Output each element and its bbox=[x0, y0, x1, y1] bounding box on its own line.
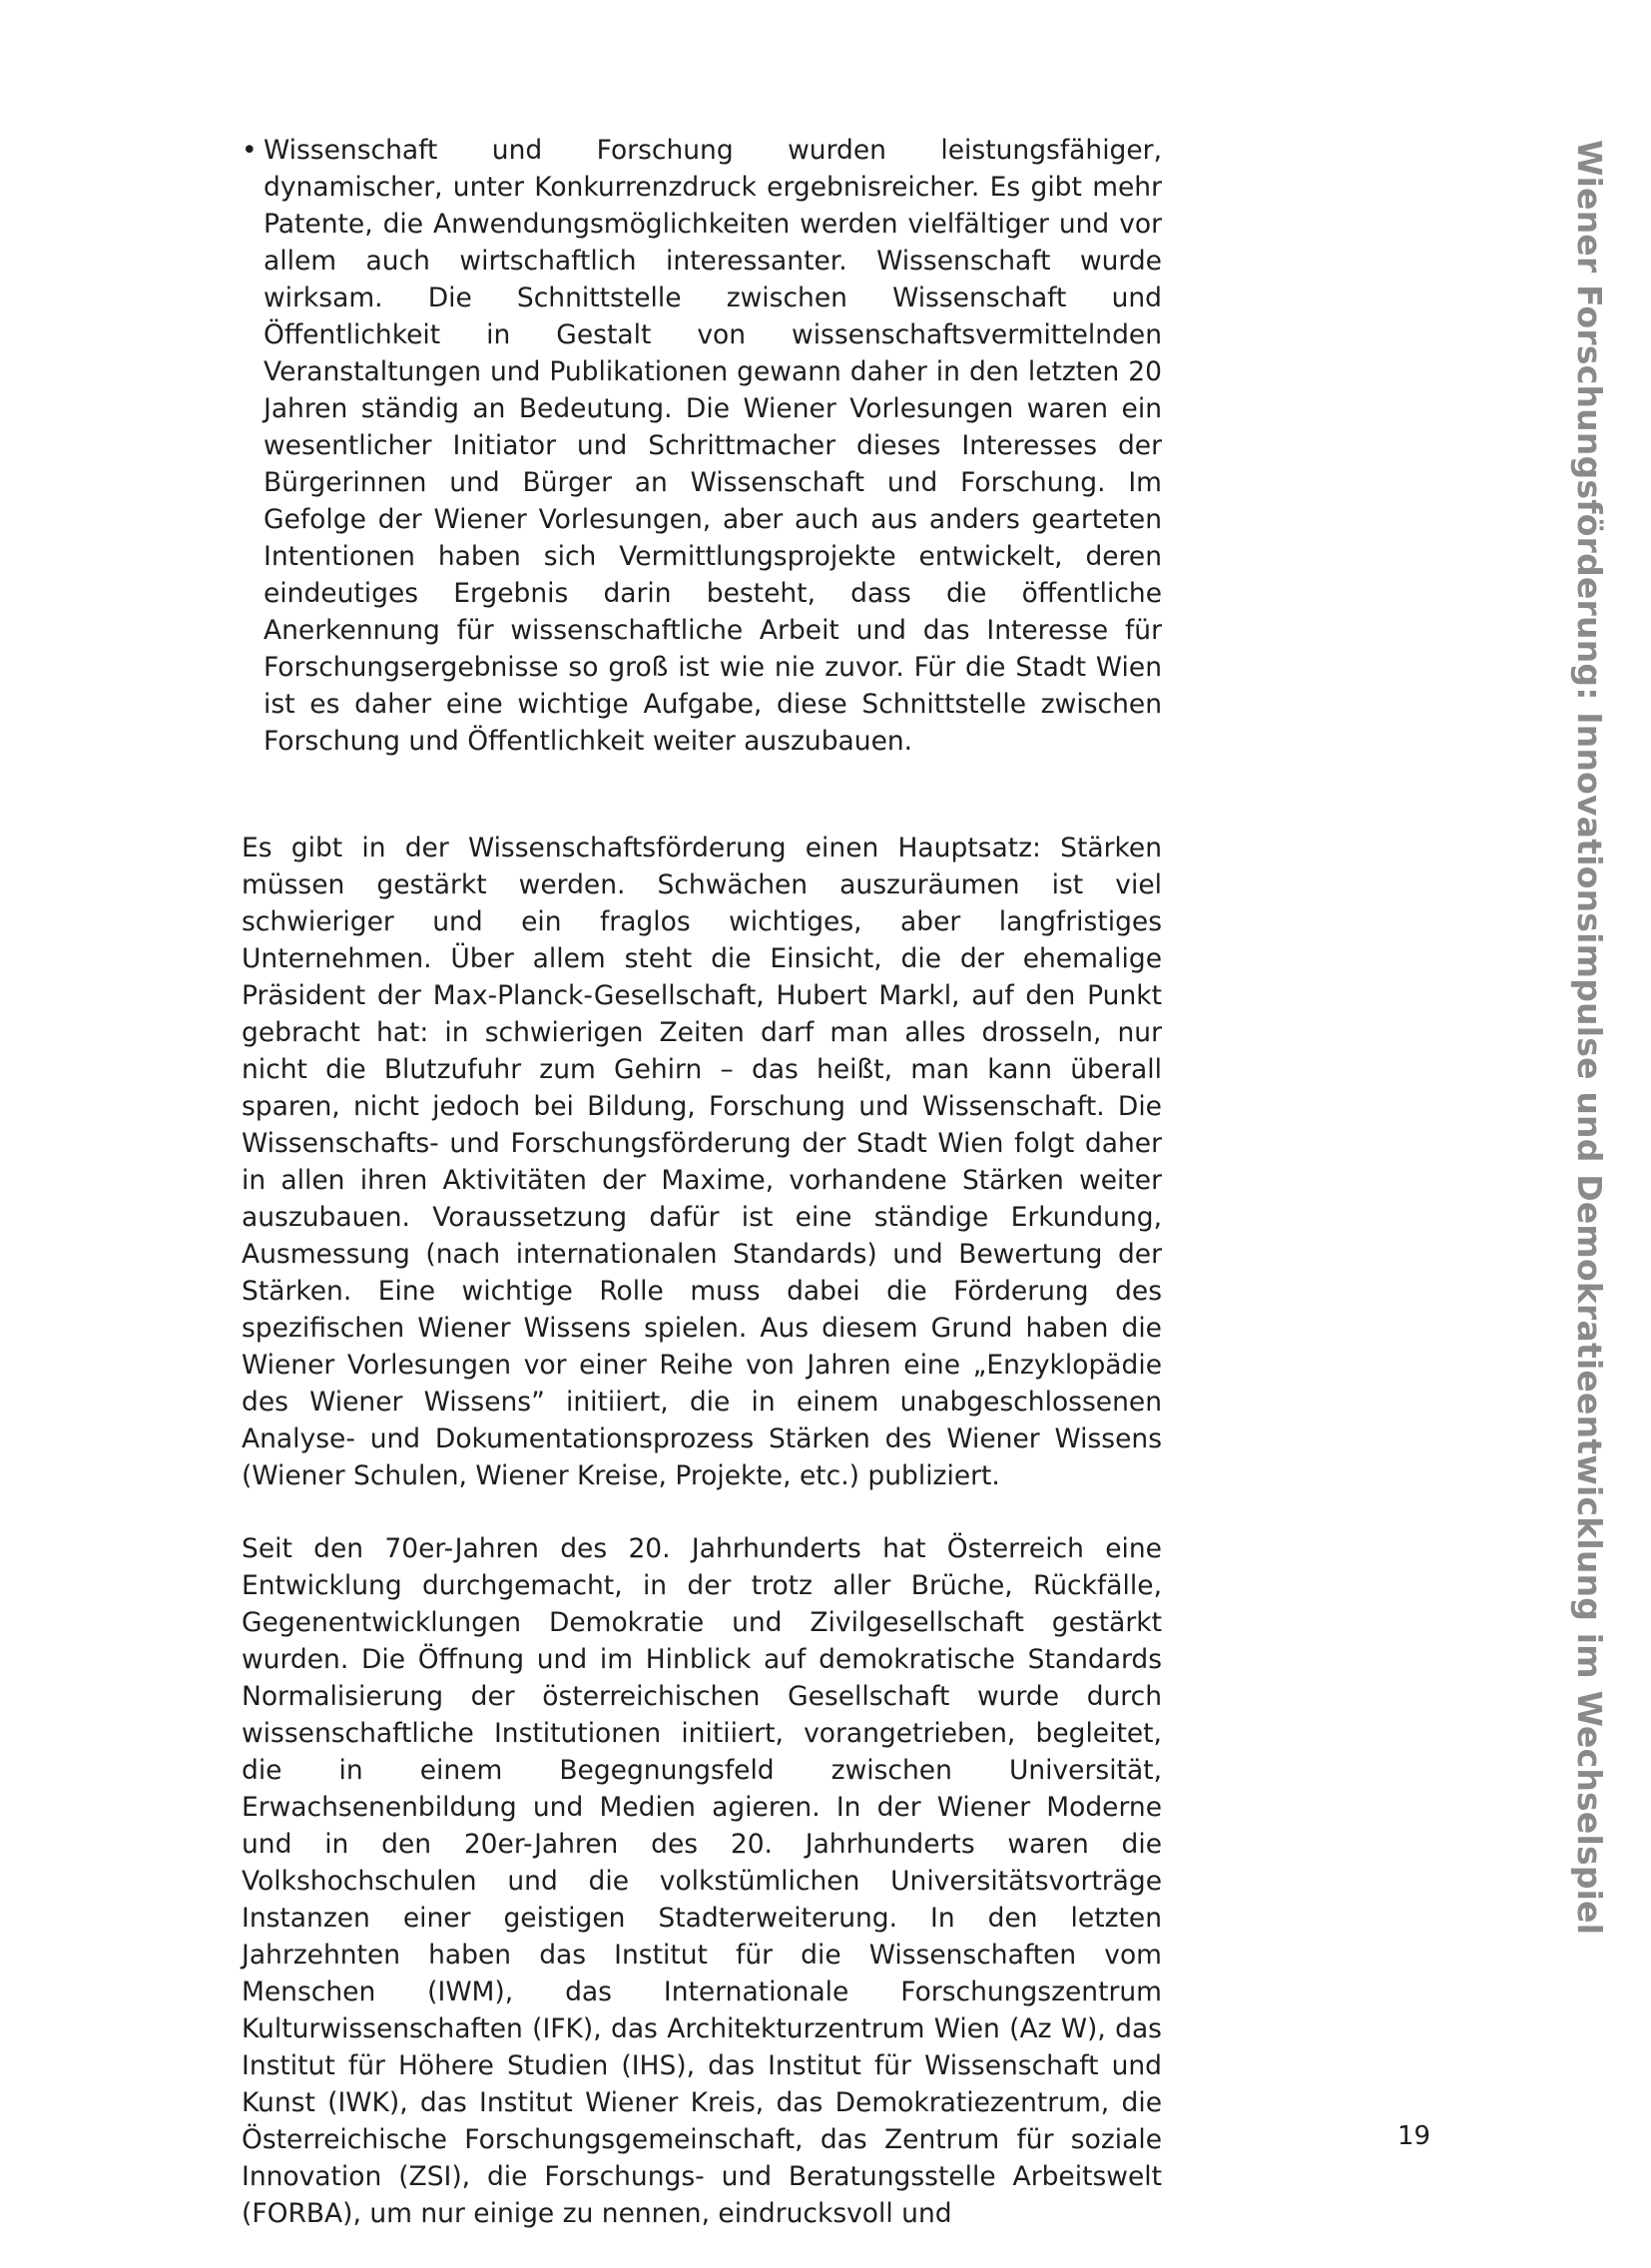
main-text-column bbox=[242, 132, 1162, 2268]
bullet-text: Wissenschaft und Forschung wurden leistungsfähiger, dynamischer, unter Konkurrenzdruck ergebnisreicher. Es gibt mehr Patente, die Anwendungsmöglichkeiten werden vielfältiger und vor allem auch wirtschaftlich interessanter. Wissenschaft wurde wirksam. Die Schnittstelle zwischen Wissenschaft und Öffentlichkeit in Gestalt von wissenschaftsvermittelnden Veranstaltungen und Publikationen gewann daher in den letzten 20 Jahren ständig an Bedeutung. Die Wiener Vorlesungen waren ein wesentlicher Initiator und Schrittmacher dieses Interesses der Bürgerinnen und Bürger an Wissenschaft und Forschung. Im Gefolge der Wiener Vorlesungen, aber auch aus anders gearteten Intentionen haben sich Vermittlungsprojekte entwickelt, deren eindeutiges Ergebnis darin besteht, dass die öffentliche Anerkennung für wissenschaftliche Arbeit und das Interesse für Forschungsergebnisse so groß ist wie nie zuvor. Für die Stadt Wien ist es daher eine wichtige Aufgabe, diese Schnittstelle zwischen Forschung und Öffentlichkeit weiter auszubauen. bbox=[264, 135, 1162, 757]
paragraph-institutions: Seit den 70er-Jahren des 20. Jahrhunderts hat Österreich eine Entwicklung durchgemacht, in der trotz aller Brüche, Rückfälle, Gegenentwicklungen Demokratie und Zivilgesellschaft gestärkt wurden. Die Öffnung und im Hinblick auf demokratische Standards Normalisierung der österreichischen Gesellschaft wurde durch wissenschaftliche Institutionen initiiert, vorangetrieben, begleitet, die in einem Begegnungsfeld zwischen Universität, Erwachsenenbildung und Medien agieren. In der Wiener Moderne und in den 20er-Jahren des 20. Jahrhunderts waren die Volkshochschulen und die volkstümlichen Universitätsvorträge Instanzen einer geistigen Stadterweiterung. In den letzten Jahrzehnten haben das Institut für die Wissenschaften vom Menschen (IWM), das Internationale Forschungszentrum Kulturwissenschaften (IFK), das Architekturzentrum Wien (Az W), das Institut für Höhere Studien (IHS), das Institut für Wissenschaft und Kunst (IWK), das Institut Wiener Kreis, das Demokratiezentrum, die Österreichische Forschungsgemeinschaft, das Zentrum für soziale Innovation (ZSI), die Forschungs- und Beratungsstelle Arbeitswelt (FORBA), um nur einige zu nennen, eindrucksvoll und bbox=[242, 1533, 1162, 2229]
running-head-vertical: Wiener Forschungsförderung: Innovationsimpulse und Demokratieentwicklung im Wechselspiel bbox=[1570, 140, 1609, 1936]
paragraph-strengths: Es gibt in der Wissenschaftsförderung einen Hauptsatz: Stärken müssen gestärkt werden. Schwächen auszuräumen ist viel schwieriger und ein fraglos wichtiges, aber langfristiges Unternehmen. Über allem steht die Einsicht, die der ehemalige Präsident der Max-Planck-Gesellschaft, Hubert Markl, auf den Punkt gebracht hat: in schwierigen Zeiten darf man alles drosseln, nur nicht die Blutzufuhr zum Gehirn – das heißt, man kann überall sparen, nicht jedoch bei Bildung, Forschung und Wissenschaft. Die Wissenschafts- und Forschungsförderung der Stadt Wien folgt daher in allen ihren Aktivitäten der Maxime, vorhandene Stärken weiter auszubauen. Voraussetzung dafür ist eine ständige Erkundung, Ausmessung (nach internationalen Standards) und Bewertung der Stärken. Eine wichtige Rolle muss dabei die Förderung des spezifischen Wiener Wissens spielen. Aus diesem Grund haben die Wiener Vorlesungen vor einer Reihe von Jahren eine „Enzyklopädie des Wiener Wissens” initiiert, die in einem unabgeschlossenen Analyse- und Dokumentationsprozess Stärken des Wiener Wissens (Wiener Schulen, Wiener Kreise, Projekte, etc.) publiziert. bbox=[242, 833, 1162, 1491]
bullet-marker: • bbox=[242, 135, 258, 166]
page-number: 19 bbox=[1397, 2121, 1431, 2151]
bullet-item bbox=[242, 132, 1162, 760]
